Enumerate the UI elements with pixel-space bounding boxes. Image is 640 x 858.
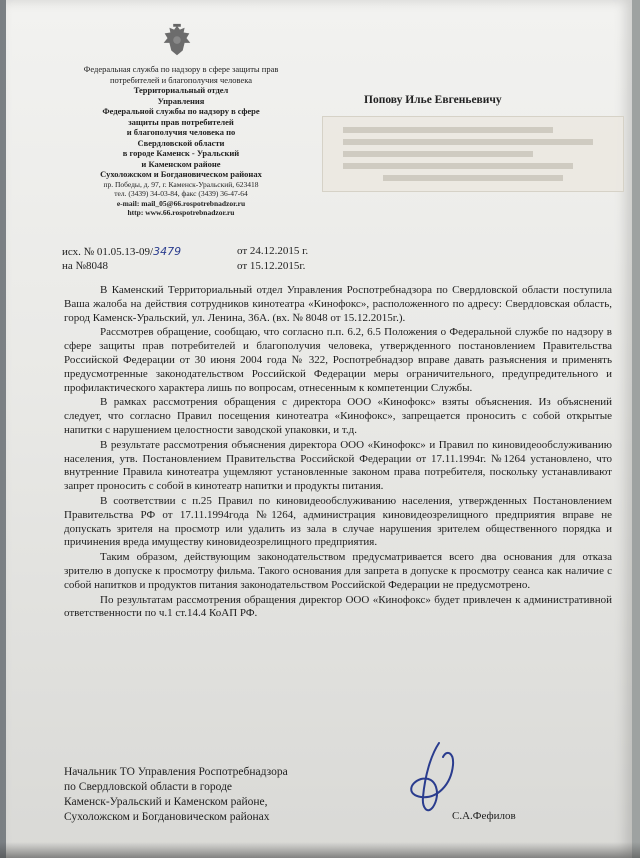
recipient-name: Попову Илье Евгеньевичу [364, 94, 502, 106]
signatory-line: по Свердловской области в городе [64, 781, 233, 793]
letter-page [6, 0, 632, 858]
org-line: Федеральной службы по надзору в сфере [102, 106, 260, 116]
photo-shadow [0, 842, 640, 858]
org-line: Территориальный отдел [133, 85, 229, 95]
letter-body [64, 284, 612, 622]
outgoing-number: исх. № 01.05.13-09/ [62, 246, 154, 258]
paragraph: Рассмотрев обращение, сообщаю, что согласно п.п. 6.2, 6.5 Положения о Федеральной службе по надзору в сфере защиты прав потребителей и благополучия человека, утвержденного постановлением Правительства Российской Федерации от 30 июня 2004 года № 322, Роспотребнадзор вправе давать разъяснения и применять предусмотренные законодательством Российской Федерации меры ограничительного, предупредительного и профилактического характера лишь по вопросам, отнесенным к компетенции Службы. [64, 326, 612, 394]
signer-name: С.А.Фефилов [452, 810, 516, 822]
org-line: Федеральная служба по надзору в сфере защиты прав [83, 64, 279, 74]
org-line: и благополучия человека по [126, 127, 236, 137]
paragraph: По результатам рассмотрения обращения директор ООО «Кинофокс» будет привлечен к административной ответственности по ч.1 ст.14.4 КоАП РФ. [64, 593, 612, 620]
org-address: пр. Победы, д. 97, г. Каменск-Уральский, 623418 [103, 179, 259, 189]
org-line: Свердловской области [137, 137, 225, 148]
incoming-number: на №8048 [62, 260, 109, 272]
signatory-line: Сухоложском и Богдановическом районах [64, 811, 270, 823]
blurred-recipient-address [322, 116, 624, 192]
org-line: потребителей и благополучия человека [110, 74, 252, 85]
sender-organization [66, 64, 296, 218]
outgoing-date: от 24.12.2015 г. [237, 245, 309, 257]
paragraph: В результате рассмотрения объяснения директора ООО «Кинофокс» и Правил по киновидеообслуживанию населения, утв. Постановлением Правительства Российской Федерации от 17.11.1994г. №1264 установлено, что внутренние Правила кинотеатра ущемляют установленные законом права потребителя, поскольку устанавливают запрет проносить с собой в кинотеатр напитки и продукты питания. [64, 438, 612, 493]
signatory-line: Начальник ТО Управления Роспотребнадзора [64, 766, 288, 778]
paragraph: Таким образом, действующим законодательством предусматривается всего два основания для отказа зрителю в допуске к просмотру фильма. Такого основания для запрета в допуске к просмотру сеанса как наличие с собой напитков и продуктов питания законодательством Российской Федерации не предусмотрено. [64, 551, 612, 591]
org-line: в городе Каменск - Уральский [122, 148, 240, 158]
paragraph: В соответствии с п.25 Правил по киновидеообслуживанию населения, утвержденных Постановлением Правительства РФ от 17.11.1994года №1264, администрация киновидеозрелищного предприятия вправе не допускать зрителя на просмотр или удалить из зала в случае нарушения зрителем общественного порядка и причинения вреда имуществу киновидеозрелищного предприятия. [64, 494, 612, 549]
incoming-date: от 15.12.2015г. [237, 260, 306, 272]
coat-of-arms-icon [158, 22, 196, 60]
signatory-line: Каменск-Уральский и Каменском районе, [64, 796, 268, 808]
paragraph: В рамках рассмотрения обращения с директора ООО «Кинофокс» взяты объяснения. Из объяснений следует, что согласно Правил посещения кинотеатра «Кинофокс», запрещается проносить с собой открытые напитки с нарушением целостности заводской упаковки, и т.д. [64, 396, 612, 436]
signatory-title [64, 765, 288, 825]
org-line: защиты прав потребителей [128, 116, 234, 127]
org-line: Сухоложском и Богдановическом районах [100, 169, 262, 179]
org-email: e-mail: mail_05@66.rospotrebnadzor.ru [116, 198, 246, 208]
org-line: и Каменском районе [141, 158, 221, 169]
paragraph: В Каменский Территориальный отдел Управления Роспотребнадзора по Свердловской области поступила Ваша жалоба на действия сотрудников кинотеатра «Кинофокс», расположенного по адресу: Свердловская область, город Каменск-Уральский, ул. Ленина, 36А. (вх. № 8048 от 15.12.2015г.). [64, 284, 612, 324]
org-phone: тел. (3439) 34-03-84, факс (3439) 36-47-64 [114, 189, 248, 198]
org-line: Управления [157, 95, 205, 106]
handwritten-number: 3479 [153, 245, 182, 258]
org-website: http: www.66.rospotrebnadzor.ru [127, 208, 235, 217]
